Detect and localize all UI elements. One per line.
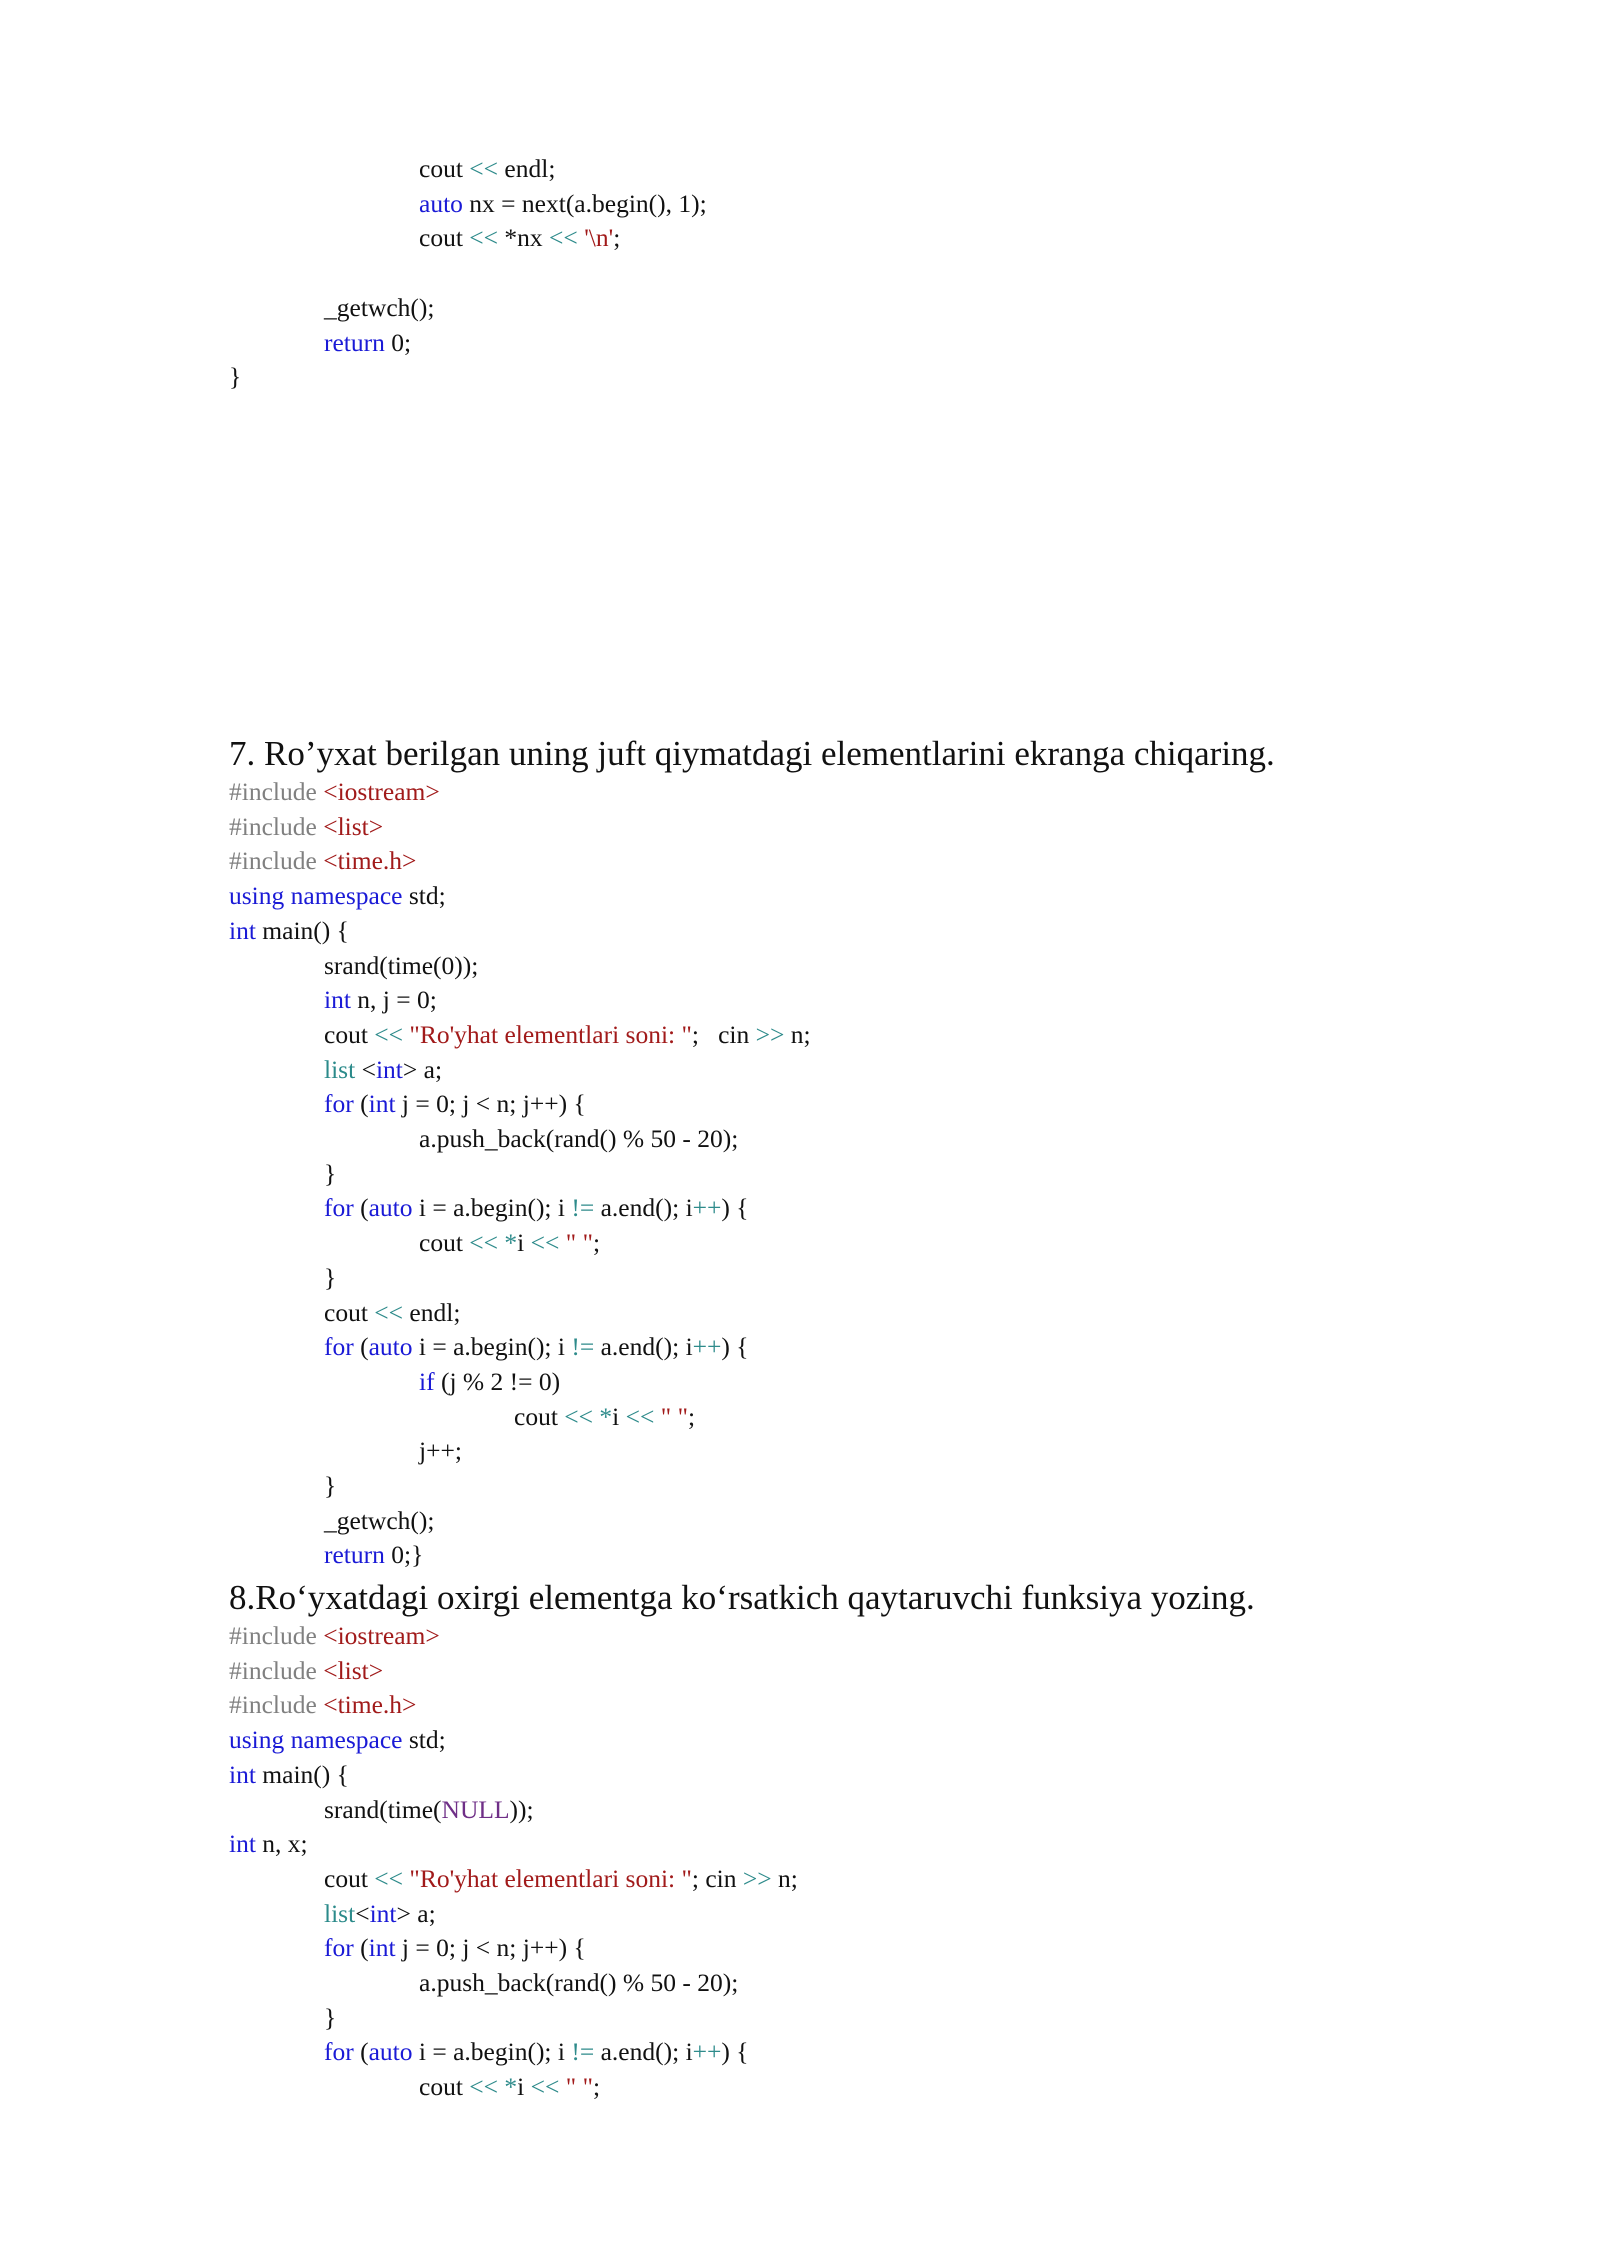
code-line [229, 844, 416, 879]
code-token: } [324, 1158, 337, 1188]
code-line [229, 914, 349, 949]
code-line [419, 152, 555, 187]
code-token: << [549, 223, 578, 253]
code-token: >> [742, 1863, 772, 1893]
code-token: cout [419, 1228, 470, 1258]
code-line [324, 949, 478, 984]
code-token: ( [353, 1332, 369, 1362]
code-token: n, x; [255, 1829, 308, 1859]
code-line [324, 2001, 336, 2036]
code-token: <list> [323, 1655, 384, 1685]
code-token: a.end(); i [594, 1193, 693, 1223]
code-line [324, 1469, 336, 1504]
code-token: std; [402, 1725, 446, 1755]
code-token: <iostream> [323, 1621, 440, 1650]
code-token: >> [755, 1019, 785, 1049]
code-line [324, 1330, 749, 1365]
code-token: namespace [290, 1725, 403, 1755]
code-token: ; [592, 1228, 601, 1258]
code-token: a.end(); i [594, 2037, 693, 2067]
code-line [419, 187, 707, 222]
code-token: ) { [721, 1332, 749, 1362]
code-token: namespace [290, 881, 403, 911]
code-token: << [374, 1019, 404, 1049]
code-token: > a; [402, 1054, 443, 1084]
code-token: " " [660, 1401, 688, 1431]
code-token: "Ro'yhat elementlari soni: " [409, 1863, 692, 1893]
code-line [324, 1897, 436, 1932]
code-line [324, 1261, 336, 1296]
code-line [229, 879, 446, 914]
code-token: != [571, 1193, 595, 1223]
code-token: * [504, 2072, 518, 2102]
code-line [419, 1226, 600, 1261]
code-token: #include [229, 846, 317, 876]
code-token: cout [419, 2072, 470, 2102]
code-token: #include [229, 1655, 317, 1685]
code-token: main() { [255, 1759, 349, 1789]
code-token: <iostream> [323, 777, 440, 806]
code-token: endl; [498, 154, 556, 183]
code-token: for [324, 1193, 354, 1223]
code-token: << [374, 1863, 404, 1893]
code-line [229, 1827, 308, 1862]
code-token: ; [687, 1401, 696, 1431]
code-token: } [229, 362, 242, 392]
code-line [324, 2035, 749, 2070]
code-token: j++; [419, 1436, 462, 1466]
code-token: << [625, 1401, 655, 1431]
code-token: > a; [396, 1898, 436, 1928]
code-token: int [369, 1898, 397, 1928]
code-token: auto [419, 188, 463, 218]
code-line [419, 1122, 738, 1157]
code-token: ( [353, 1193, 369, 1223]
section-7-heading: 7. Ro’yxat berilgan uning juft qiymatdagi elementlarini ekranga chiqaring. [229, 734, 1275, 773]
code-token: _getwch(); [324, 292, 435, 322]
code-token: auto [368, 2037, 413, 2067]
code-token: << [564, 1401, 594, 1431]
code-token: < [355, 1054, 376, 1084]
code-token: for [324, 1933, 354, 1963]
code-token: ; [592, 2072, 601, 2102]
code-token: a.push_back(rand() % 50 - 20); [419, 1124, 739, 1153]
code-token: << [374, 1297, 404, 1327]
code-token: auto [368, 1193, 413, 1223]
code-token: n; [771, 1863, 798, 1893]
code-token: } [324, 2002, 337, 2032]
code-token: ( [353, 1089, 369, 1119]
code-line [324, 1191, 749, 1226]
code-token: main() { [255, 915, 349, 945]
code-token: j = 0; j < n; j++) { [395, 1933, 586, 1963]
code-token: " " [565, 2072, 593, 2102]
code-token: ++ [692, 1332, 722, 1362]
code-token: return [324, 327, 385, 357]
code-line [229, 1688, 416, 1723]
code-token: (j % 2 != 0) [434, 1366, 561, 1396]
code-token: << [530, 2072, 560, 2102]
code-line [324, 1053, 442, 1088]
code-token: << [469, 2072, 499, 2102]
code-line [324, 1931, 586, 1966]
code-token: "Ro'yhat elementlari soni: " [409, 1019, 692, 1049]
code-token: cout [324, 1019, 375, 1049]
code-token: cout [419, 223, 470, 253]
code-token: != [571, 2037, 595, 2067]
code-token: n, j = 0; [350, 985, 437, 1015]
code-token: int [229, 1829, 256, 1859]
code-line [419, 1434, 462, 1469]
code-token: i [517, 2072, 531, 2102]
code-token: ; cin [691, 1863, 743, 1893]
code-token: srand(time(0)); [324, 950, 479, 980]
code-token: #include [229, 777, 317, 806]
code-line [229, 1654, 383, 1689]
code-line [324, 1504, 434, 1539]
code-token: std; [402, 881, 446, 911]
code-token: _getwch(); [324, 1505, 435, 1535]
code-token: i = a.begin(); i [412, 1193, 572, 1223]
code-token: int [229, 1759, 256, 1789]
code-token: cout [324, 1863, 375, 1893]
code-line [324, 1087, 586, 1122]
code-line [324, 1018, 811, 1053]
code-token: *nx [498, 223, 550, 253]
code-token: list [324, 1898, 356, 1928]
code-token: <time.h> [323, 846, 417, 876]
code-token: 0; [384, 327, 412, 357]
code-token: list [324, 1054, 356, 1084]
code-token: #include [229, 1621, 317, 1650]
code-token: cout [419, 154, 470, 183]
code-token: for [324, 1332, 354, 1362]
code-token: int [375, 1054, 403, 1084]
code-token: cout [514, 1401, 565, 1431]
code-token: i [517, 1228, 531, 1258]
code-token: '\n' [584, 223, 614, 253]
code-token: <list> [323, 811, 384, 841]
code-token: << [469, 154, 499, 183]
code-token: 0;} [384, 1540, 424, 1570]
code-token: << [530, 1228, 560, 1258]
code-token: )); [509, 1794, 534, 1824]
code-token: ++ [692, 2037, 722, 2067]
code-line [229, 1758, 349, 1793]
code-token: a.end(); i [594, 1332, 693, 1362]
code-token: n; [784, 1019, 811, 1049]
code-token: } [324, 1262, 337, 1292]
code-token: } [324, 1471, 337, 1500]
code-token: ; [613, 223, 621, 253]
code-token: < [355, 1898, 370, 1928]
code-token: nx = next(a.begin(), 1); [462, 188, 707, 218]
code-line [419, 2070, 600, 2105]
code-token: i = a.begin(); i [412, 2037, 572, 2067]
code-line [324, 1296, 460, 1331]
code-token: cout [324, 1297, 375, 1327]
code-line [324, 1157, 336, 1192]
code-line [324, 326, 411, 361]
code-token: << [469, 1228, 499, 1258]
code-token: using [229, 1725, 285, 1755]
code-line [324, 1793, 534, 1828]
code-token: <time.h> [323, 1690, 417, 1720]
code-token: != [571, 1332, 595, 1362]
code-line [324, 1862, 798, 1897]
code-token: int [368, 1089, 396, 1119]
code-token: ) { [721, 1193, 749, 1223]
code-token: ( [353, 2037, 369, 2067]
code-token: auto [368, 1332, 413, 1362]
code-token: for [324, 1089, 354, 1119]
code-line [229, 810, 383, 845]
code-token: << [469, 223, 499, 253]
code-line [229, 775, 440, 810]
code-token: " " [565, 1228, 593, 1258]
code-line [229, 360, 241, 395]
code-token: ++ [692, 1193, 722, 1223]
code-token: using [229, 881, 285, 911]
code-line [514, 1400, 695, 1435]
code-token: ) { [721, 2037, 749, 2067]
code-line [419, 1966, 738, 2001]
code-token: NULL [441, 1794, 510, 1824]
code-token: int [324, 985, 351, 1015]
code-token: i = a.begin(); i [412, 1332, 572, 1362]
code-token: int [368, 1933, 396, 1963]
code-line [419, 1365, 560, 1400]
code-token: srand(time( [324, 1794, 442, 1824]
code-token: ( [353, 1933, 369, 1963]
code-token: * [599, 1401, 613, 1431]
code-line [324, 983, 437, 1018]
code-token: int [229, 915, 256, 945]
code-token: for [324, 2037, 354, 2067]
code-token: endl; [403, 1297, 461, 1327]
code-token: j = 0; j < n; j++) { [395, 1089, 586, 1119]
code-line [419, 221, 620, 256]
code-token: ; cin [691, 1019, 756, 1049]
code-token: i [612, 1401, 626, 1431]
code-line [229, 1723, 446, 1758]
code-token: #include [229, 1690, 317, 1720]
code-token: return [324, 1540, 385, 1570]
code-line [229, 1619, 440, 1654]
code-line [324, 1538, 423, 1573]
code-token: if [419, 1366, 435, 1396]
code-line [324, 291, 434, 326]
code-token: #include [229, 811, 317, 841]
code-token: a.push_back(rand() % 50 - 20); [419, 1968, 739, 1997]
code-token: * [504, 1228, 518, 1258]
section-8-heading: 8.Ro‘yxatdagi oxirgi elementga ko‘rsatkich qaytaruvchi funksiya yozing. [229, 1578, 1255, 1617]
